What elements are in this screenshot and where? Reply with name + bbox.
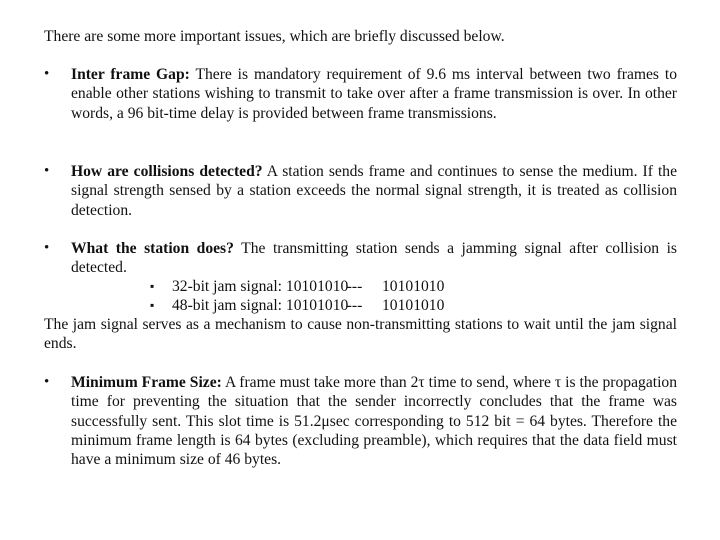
bullet-marker: • [44, 66, 50, 82]
jam-signal-end: 10101010 [382, 297, 445, 314]
item-title: Inter frame Gap: [71, 66, 190, 83]
item-body: There is mandatory requirement of 9.6 ms interval between two frames to enable other stations wishing to transmit to take over after a frame transmission is over. In other words, a 96 bit-time delay is provided between frame transmissions. [71, 66, 677, 122]
jam-signal-row [150, 277, 570, 296]
jam-signal-end: 10101010 [382, 278, 445, 295]
jam-signal-separator: --- [346, 278, 363, 295]
list-item-collisions [71, 162, 677, 220]
jam-signal-separator: --- [346, 297, 363, 314]
jam-signal-row [150, 296, 570, 315]
item-body: The transmitting station sends a jamming signal after collision is detected. [71, 240, 677, 277]
item-body: A frame must take more than 2τ time to send, where τ is the propagation time for preventing the situation that the sender incorrectly concludes that the frame was successfully sent. This slot time is 51.2μsec corresponding to 512 bit = 64 bytes. Therefore the minimum frame length is 64 bytes (excluding preamble), which requires that the data field must have a minimum size of 46 bytes. [71, 374, 677, 469]
list-item-minimum-frame-size [71, 373, 677, 469]
item-title: How are collisions detected? [71, 163, 263, 180]
item-title: What the station does? [71, 240, 234, 257]
jam-signal-label: 48-bit jam signal: 10101010 [172, 297, 349, 314]
bullet-marker: • [44, 374, 50, 390]
bullet-marker: • [44, 240, 50, 256]
bullet-marker: • [44, 163, 50, 179]
square-bullet-icon: ▪ [150, 298, 155, 312]
item-title: Minimum Frame Size: [71, 374, 222, 391]
intro-text: There are some more important issues, which are briefly discussed below. [44, 28, 505, 45]
list-item-inter-frame-gap [71, 65, 677, 123]
item-body: A station sends frame and continues to sense the medium. If the signal strength sensed by a station exceeds the normal signal strength, it is treated as collision detection. [71, 163, 678, 219]
jam-signal-note: The jam signal serves as a mechanism to cause non-transmitting stations to wait until the jam signal ends. [44, 316, 677, 353]
jam-signal-label: 32-bit jam signal: 10101010 [172, 278, 349, 295]
square-bullet-icon: ▪ [150, 279, 155, 293]
list-item-station-does [71, 239, 677, 278]
